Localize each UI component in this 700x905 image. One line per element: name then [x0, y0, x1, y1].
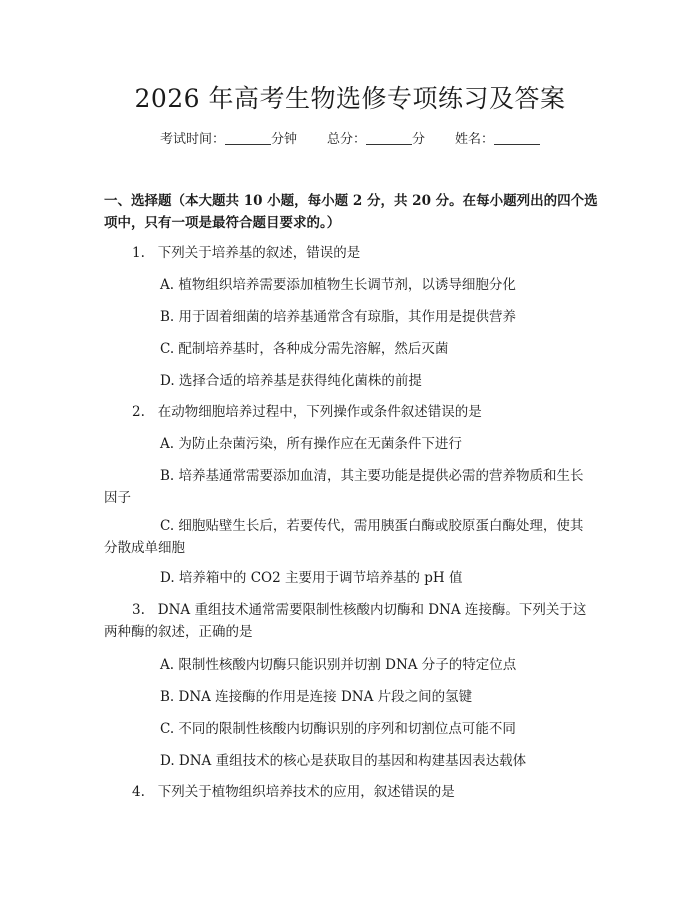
question-text: 在动物细胞培养过程中，下列操作或条件叙述错误的是: [157, 404, 482, 420]
question-number: 4.: [132, 784, 145, 800]
option-2c: C. 细胞贴壁生长后，若要传代，需用胰蛋白酶或胶原蛋白酶处理，使其分散成单细胞: [104, 518, 584, 556]
score-unit: 分: [412, 132, 426, 147]
question-4: [104, 781, 596, 803]
exam-info-line: [0, 130, 700, 150]
name-blank: [494, 130, 540, 145]
option-3c: C. 不同的限制性核酸内切酶识别的序列和切割位点可能不同: [160, 721, 516, 737]
option-2a: A. 为防止杂菌污染，所有操作应在无菌条件下进行: [160, 436, 462, 452]
question-text: 下列关于培养基的叙述，错误的是: [157, 245, 361, 261]
option-1c: C. 配制培养基时，各种成分需先溶解，然后灭菌: [160, 341, 449, 357]
option-3a: A. 限制性核酸内切酶只能识别并切割 DNA 分子的特定位点: [160, 657, 517, 673]
question-3: [104, 599, 596, 643]
score-label: 总分：: [326, 132, 366, 147]
option-1a: A. 植物组织培养需要添加植物生长调节剂，以诱导细胞分化: [160, 277, 516, 293]
question-text: DNA 重组技术通常需要限制性核酸内切酶和 DNA 连接酶。下列关于这两种酶的叙述，正确的是: [104, 602, 587, 640]
option-1b: B. 用于固着细菌的培养基通常含有琼脂，其作用是提供营养: [160, 309, 517, 325]
time-label: 考试时间：: [159, 132, 225, 147]
option-2d: D. 培养箱中的 CO2 主要用于调节培养基的 pH 值: [160, 570, 463, 586]
option-1d: D. 选择合适的培养基是获得纯化菌株的前提: [160, 373, 422, 389]
section-heading: 一、选择题（本大题共 10 小题，每小题 2 分，共 20 分。在每小题列出的四个选项中，只有一项是最符合题目要求的。）: [104, 193, 598, 231]
question-1: [104, 242, 596, 264]
page-title: 2026 年高考生物选修专项练习及答案: [134, 84, 566, 113]
option-3d: D. DNA 重组技术的核心是获取目的基因和构建基因表达载体: [160, 753, 527, 769]
score-blank: [366, 130, 412, 145]
time-unit: 分钟: [270, 132, 297, 147]
option-2b: B. 培养基通常需要添加血清，其主要功能是提供必需的营养物质和生长因子: [104, 468, 584, 506]
question-number: 1.: [132, 245, 145, 261]
time-blank: [225, 130, 271, 145]
question-number: 2.: [132, 404, 145, 420]
question-text: 下列关于植物组织培养技术的应用，叙述错误的是: [157, 784, 455, 800]
option-3b: B. DNA 连接酶的作用是连接 DNA 片段之间的氢键: [160, 689, 473, 705]
question-2: [104, 401, 596, 423]
name-label: 姓名：: [455, 132, 495, 147]
question-number: 3.: [132, 602, 145, 618]
